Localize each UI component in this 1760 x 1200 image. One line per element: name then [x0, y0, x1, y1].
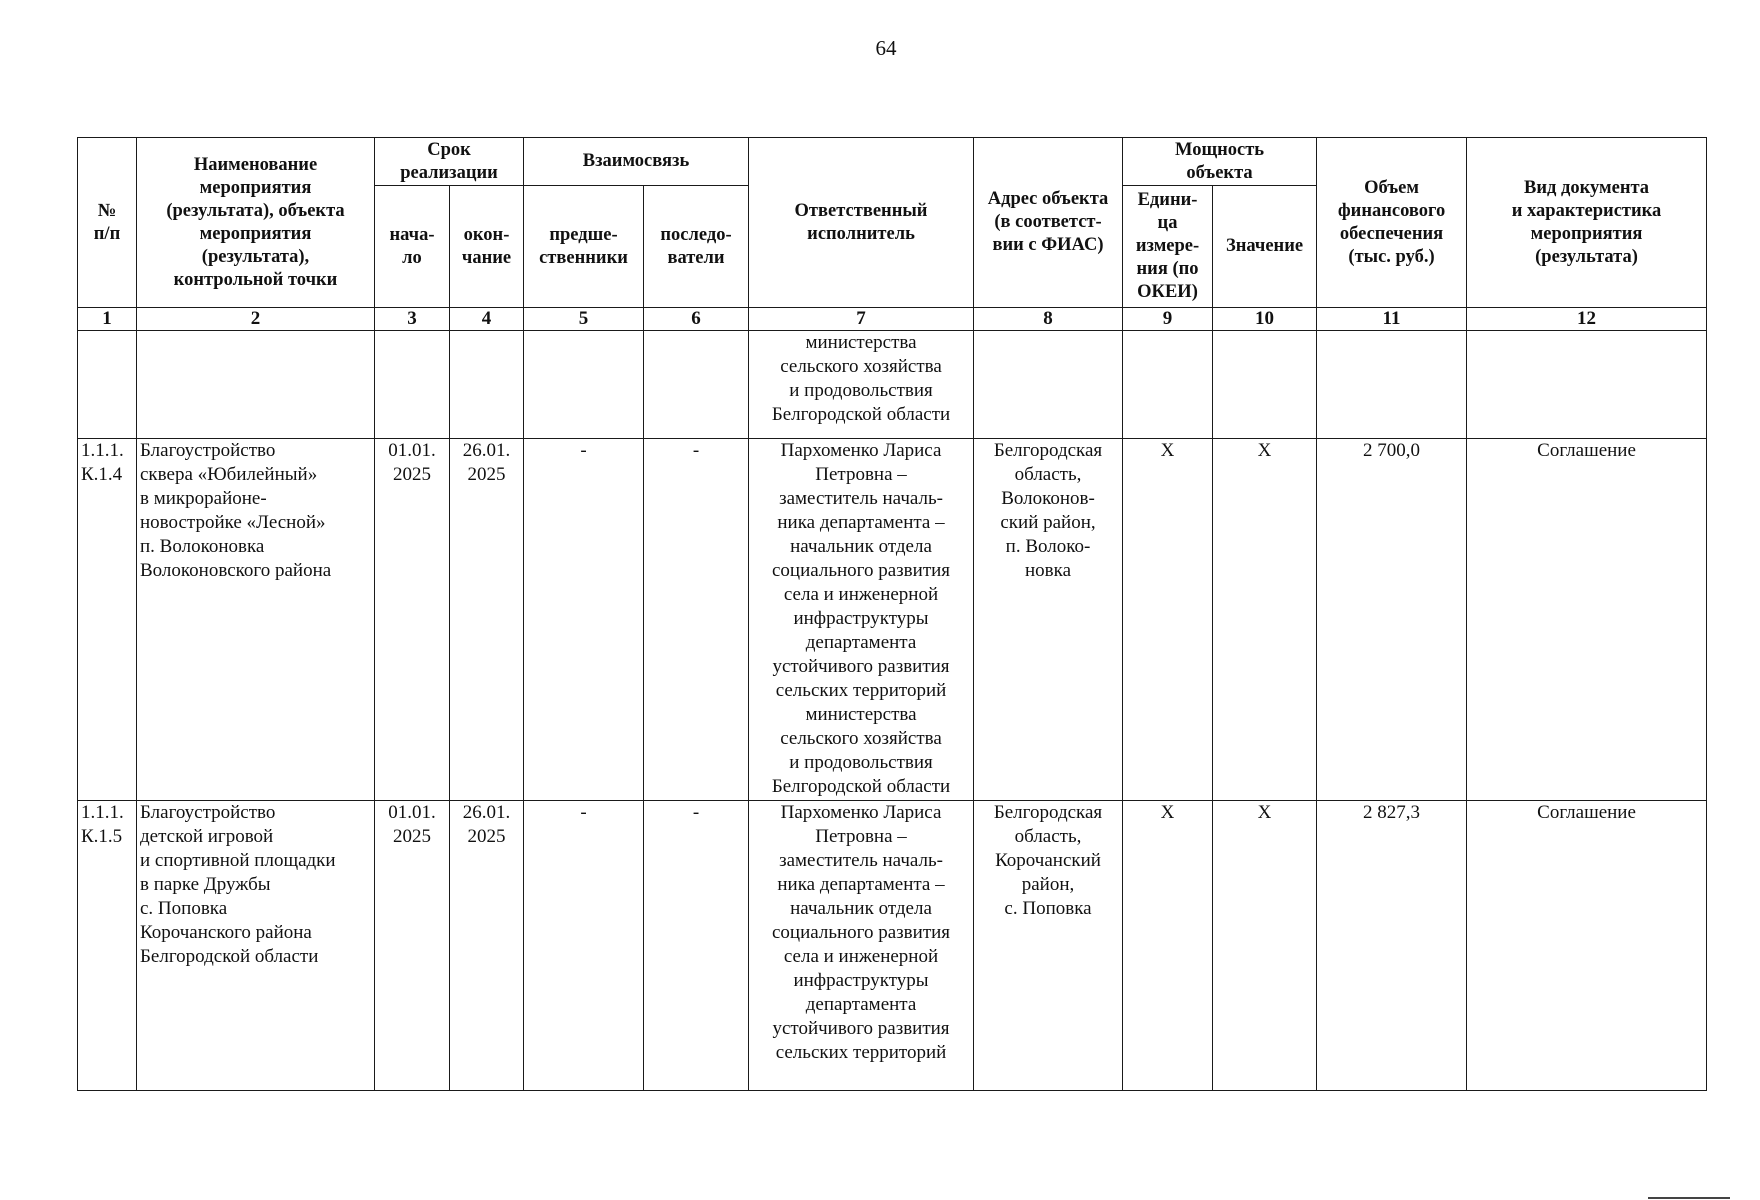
table-row: [78, 801, 1707, 1091]
column-number: 11: [1317, 308, 1467, 331]
cell-value: Х: [1213, 439, 1317, 801]
header-unit: Едини- ца измере- ния (по ОКЕИ): [1123, 186, 1213, 308]
column-number: 6: [644, 308, 749, 331]
column-number: 8: [974, 308, 1123, 331]
cell-predecessors: -: [524, 439, 644, 801]
plan-table: [77, 137, 1707, 1091]
cell-doc: Соглашение: [1467, 801, 1707, 1091]
header-doc-type: Вид документа и характеристика мероприятия (результата): [1467, 138, 1707, 308]
column-number: 1: [78, 308, 137, 331]
cell-funding: 2 827,3: [1317, 801, 1467, 1091]
cell-name: [137, 331, 375, 439]
cell-end: [450, 331, 524, 439]
header-responsible: Ответственный исполнитель: [749, 138, 974, 308]
cell-predecessors: -: [524, 801, 644, 1091]
header-address: Адрес объекта (в соответст- вии с ФИАС): [974, 138, 1123, 308]
column-number: 3: [375, 308, 450, 331]
cell-successors: -: [644, 439, 749, 801]
cell-name: Благоустройство детской игровой и спортивной площадки в парке Дружбы с. Поповка Корочанского района Белгородской области: [137, 801, 375, 1091]
cell-successors: -: [644, 801, 749, 1091]
cell-unit: Х: [1123, 801, 1213, 1091]
cell-end: 26.01. 2025: [450, 439, 524, 801]
header-value: Значение: [1213, 186, 1317, 308]
cell-address: Белгородская область, Волоконов- ский район, п. Волоко- новка: [974, 439, 1123, 801]
cell-successors: [644, 331, 749, 439]
header-predecessors: предше- ственники: [524, 186, 644, 308]
cell-address: [974, 331, 1123, 439]
column-number: 5: [524, 308, 644, 331]
cell-funding: 2 700,0: [1317, 439, 1467, 801]
cell-funding: [1317, 331, 1467, 439]
header-period: Срок реализации: [375, 138, 524, 186]
cell-end: 26.01. 2025: [450, 801, 524, 1091]
header-name: Наименование мероприятия (результата), объекта мероприятия (результата), контрольной точки: [137, 138, 375, 308]
header-capacity: Мощность объекта: [1123, 138, 1317, 186]
cell-value: Х: [1213, 801, 1317, 1091]
cell-predecessors: [524, 331, 644, 439]
cell-start: [375, 331, 450, 439]
header-num: № п/п: [78, 138, 137, 308]
cell-responsible: Пархоменко Лариса Петровна – заместитель началь- ника департамента – начальник отдела социального развития села и инженерной инфраструктуры департамента устойчивого развития сельских территорий: [749, 801, 974, 1091]
header-funding: Объем финансового обеспечения (тыс. руб.): [1317, 138, 1467, 308]
column-number: 9: [1123, 308, 1213, 331]
cell-start: 01.01. 2025: [375, 439, 450, 801]
cell-doc: Соглашение: [1467, 439, 1707, 801]
cell-unit: Х: [1123, 439, 1213, 801]
cell-responsible: министерства сельского хозяйства и продовольствия Белгородской области: [749, 331, 974, 439]
table-row: [78, 439, 1707, 801]
cell-address: Белгородская область, Корочанский район, с. Поповка: [974, 801, 1123, 1091]
cell-responsible: Пархоменко Лариса Петровна – заместитель началь- ника департамента – начальник отдела социального развития села и инженерной инфраструктуры департамента устойчивого развития сельских территорий министерства сельского хозяйства и продовольствия Белгородской области: [749, 439, 974, 801]
column-number: 4: [450, 308, 524, 331]
cell-name: Благоустройство сквера «Юбилейный» в микрорайоне- новостройке «Лесной» п. Волоконовка Волоконовского района: [137, 439, 375, 801]
cell-num: [78, 331, 137, 439]
page-number: 64: [875, 36, 897, 60]
cell-num: 1.1.1. К.1.4: [78, 439, 137, 801]
column-number: 2: [137, 308, 375, 331]
cell-start: 01.01. 2025: [375, 801, 450, 1091]
cell-value: [1213, 331, 1317, 439]
column-number: 10: [1213, 308, 1317, 331]
column-number: 12: [1467, 308, 1707, 331]
cell-num: 1.1.1. К.1.5: [78, 801, 137, 1091]
cell-unit: [1123, 331, 1213, 439]
column-number-row: [78, 308, 1707, 331]
scan-artifact-line: [1648, 1197, 1730, 1199]
header-successors: последо- ватели: [644, 186, 749, 308]
header-start: нача- ло: [375, 186, 450, 308]
header-relation: Взаимосвязь: [524, 138, 749, 186]
header-end: окон- чание: [450, 186, 524, 308]
table-row: [78, 331, 1707, 439]
cell-doc: [1467, 331, 1707, 439]
column-number: 7: [749, 308, 974, 331]
